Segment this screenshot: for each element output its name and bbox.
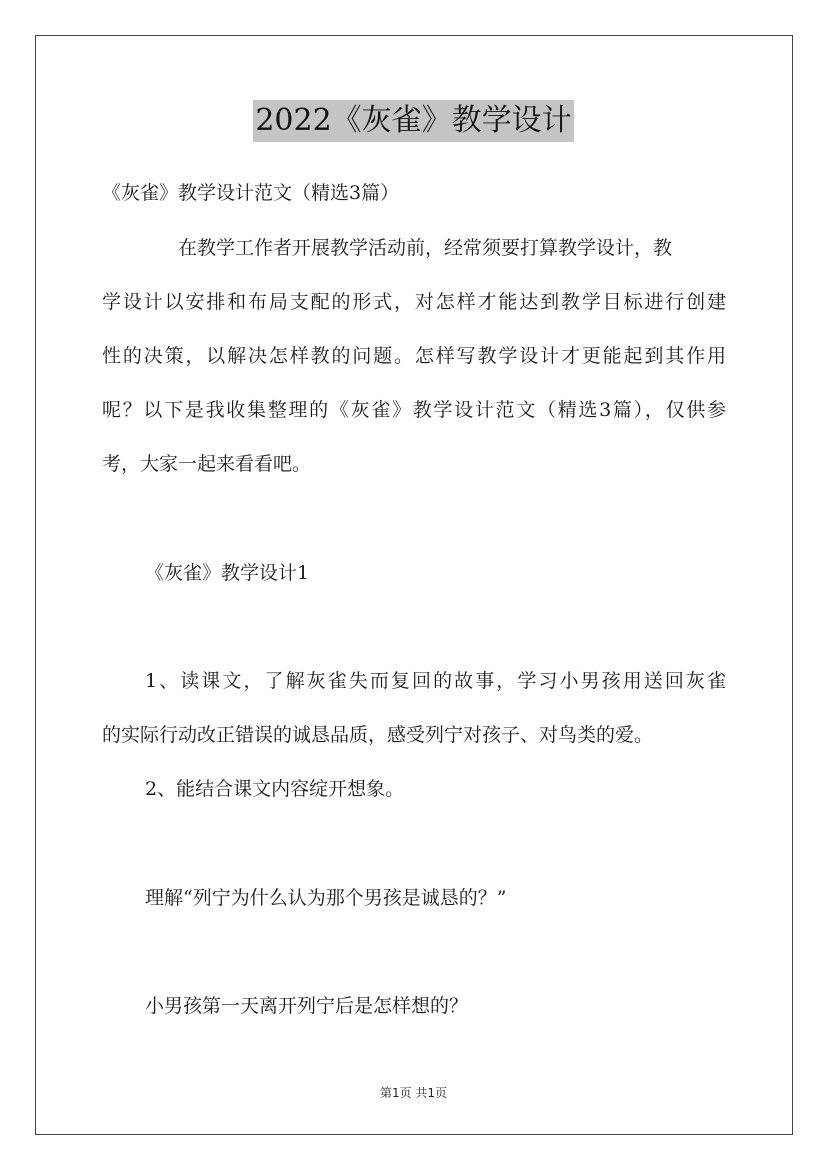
goal-2: 2、能结合课文内容绽开想象。 [145,778,405,800]
goal-1-line-2: 的实际行动改正错误的诚恳品质，感受列宁对孩子、对鸟类的爱。 [102,724,654,746]
subtitle: 《灰雀》教学设计范文（精选3篇） [102,182,400,204]
document-title: 2022《灰雀》教学设计 [253,100,573,142]
goal-1-line-1: 1、读课文，了解灰雀失而复回的故事，学习小男孩用送回灰雀 [145,670,726,692]
question: 小男孩第一天离开列宁后是怎样想的？ [145,995,469,1017]
intro-line-3: 性的决策，以解决怎样教的问题。怎样写教学设计才更能起到其作用 [102,345,726,367]
title-container [0,100,827,142]
key-point: 理解“列宁为什么认为那个男孩是诚恳的？” [145,887,507,909]
intro-line-1: 在教学工作者开展教学活动前，经常须要打算教学设计，教 [178,237,673,259]
intro-line-4: 呢？以下是我收集整理的《灰雀》教学设计范文（精选3篇），仅供参 [102,399,726,421]
page-footer [0,1085,827,1101]
section-heading: 《灰雀》教学设计1 [145,562,310,584]
page-number: 第1页 共1页 [379,1086,448,1100]
intro-line-2: 学设计以安排和布局支配的形式，对怎样才能达到教学目标进行创建 [102,291,726,313]
intro-line-5: 考，大家一起来看看吧。 [102,453,312,475]
